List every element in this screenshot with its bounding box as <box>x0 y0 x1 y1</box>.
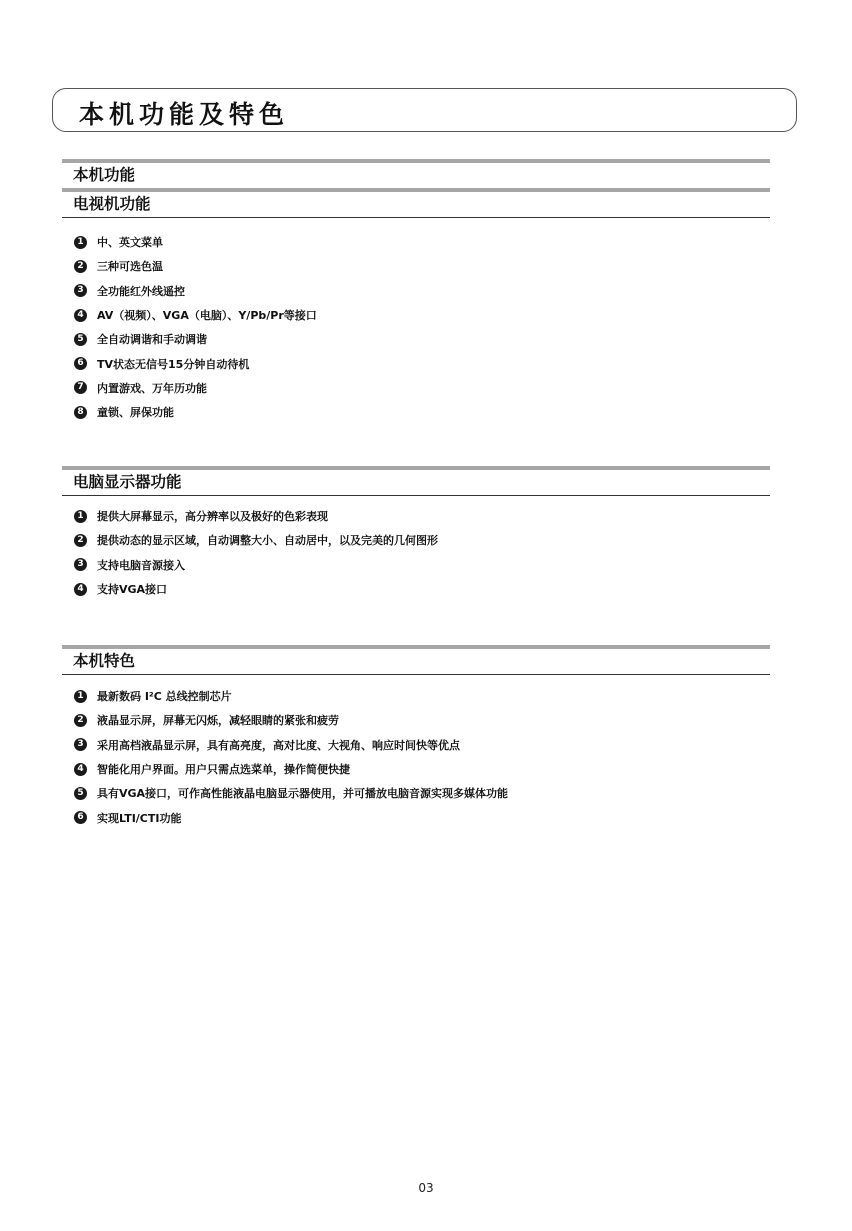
list-item <box>74 230 774 254</box>
item-text: 最新数码 I²C 总线控制芯片 <box>97 690 232 704</box>
item-text: 内置游戏、万年历功能 <box>97 381 207 395</box>
number-badge: 6 <box>74 811 87 824</box>
page-number: 03 <box>418 1181 434 1195</box>
tv-feature-list <box>74 230 774 424</box>
number-badge: 1 <box>74 510 87 523</box>
features-section-header <box>62 159 770 218</box>
item-text: 具有VGA接口，可作高性能液晶电脑显示器使用，并可播放电脑音源实现多媒体功能 <box>97 787 509 801</box>
features-heading: 本机功能 <box>73 166 136 184</box>
list-item <box>74 684 774 708</box>
list-item <box>74 351 774 375</box>
item-text: 支持VGA接口 <box>97 583 168 597</box>
special-feature-list <box>74 684 774 830</box>
list-item <box>74 577 774 601</box>
number-badge: 1 <box>74 236 87 249</box>
monitor-feature-list <box>74 504 774 601</box>
number-badge: 7 <box>74 381 87 394</box>
item-text: TV状态无信号15分钟自动待机 <box>97 357 250 371</box>
number-badge: 1 <box>74 690 87 703</box>
number-badge: 2 <box>74 534 87 547</box>
number-badge: 5 <box>74 333 87 346</box>
monitor-heading: 电脑显示器功能 <box>73 473 182 491</box>
section-rule <box>62 217 770 218</box>
list-item <box>74 781 774 805</box>
item-text: 支持电脑音源接入 <box>97 558 185 572</box>
item-text: 实现LTI/CTI功能 <box>97 811 182 825</box>
list-item <box>74 528 774 552</box>
list-item <box>74 400 774 424</box>
tv-heading: 电视机功能 <box>73 195 151 213</box>
item-text: 中、英文菜单 <box>97 236 163 250</box>
list-item <box>74 279 774 303</box>
item-text: 童锁、屏保功能 <box>97 406 174 420</box>
number-badge: 4 <box>74 583 87 596</box>
list-item <box>74 733 774 757</box>
special-section-header <box>62 645 770 675</box>
list-item <box>74 805 774 829</box>
number-badge: 6 <box>74 357 87 370</box>
item-text: 智能化用户界面。用户只需点选菜单，操作简便快捷 <box>97 763 350 777</box>
list-item <box>74 303 774 327</box>
special-heading: 本机特色 <box>73 652 136 670</box>
list-item <box>74 757 774 781</box>
monitor-section-header <box>62 466 770 496</box>
page-title-box <box>52 88 797 132</box>
list-item <box>74 553 774 577</box>
list-item <box>74 504 774 528</box>
list-item <box>74 708 774 732</box>
item-text: 采用高档液晶显示屏，具有高亮度，高对比度、大视角、响应时间快等优点 <box>97 738 460 752</box>
number-badge: 3 <box>74 284 87 297</box>
section-rule <box>62 495 770 496</box>
number-badge: 3 <box>74 738 87 751</box>
page-title: 本机功能及特色 <box>79 100 290 129</box>
number-badge: 2 <box>74 260 87 273</box>
section-rule <box>62 674 770 675</box>
item-text: 三种可选色温 <box>97 260 163 274</box>
list-item <box>74 254 774 278</box>
number-badge: 5 <box>74 787 87 800</box>
item-text: 提供动态的显示区域，自动调整大小、自动居中，以及完美的几何图形 <box>97 534 438 548</box>
number-badge: 2 <box>74 714 87 727</box>
number-badge: 4 <box>74 309 87 322</box>
item-text: AV（视频）、VGA（电脑）、Y/Pb/Pr等接口 <box>97 309 317 323</box>
number-badge: 3 <box>74 558 87 571</box>
item-text: 液晶显示屏，屏幕无闪烁，减轻眼睛的紧张和疲劳 <box>97 714 339 728</box>
number-badge: 4 <box>74 763 87 776</box>
number-badge: 8 <box>74 406 87 419</box>
item-text: 提供大屏幕显示，高分辨率以及极好的色彩表现 <box>97 510 328 524</box>
list-item <box>74 327 774 351</box>
item-text: 全功能红外线遥控 <box>97 284 185 298</box>
item-text: 全自动调谐和手动调谐 <box>97 333 207 347</box>
list-item <box>74 376 774 400</box>
